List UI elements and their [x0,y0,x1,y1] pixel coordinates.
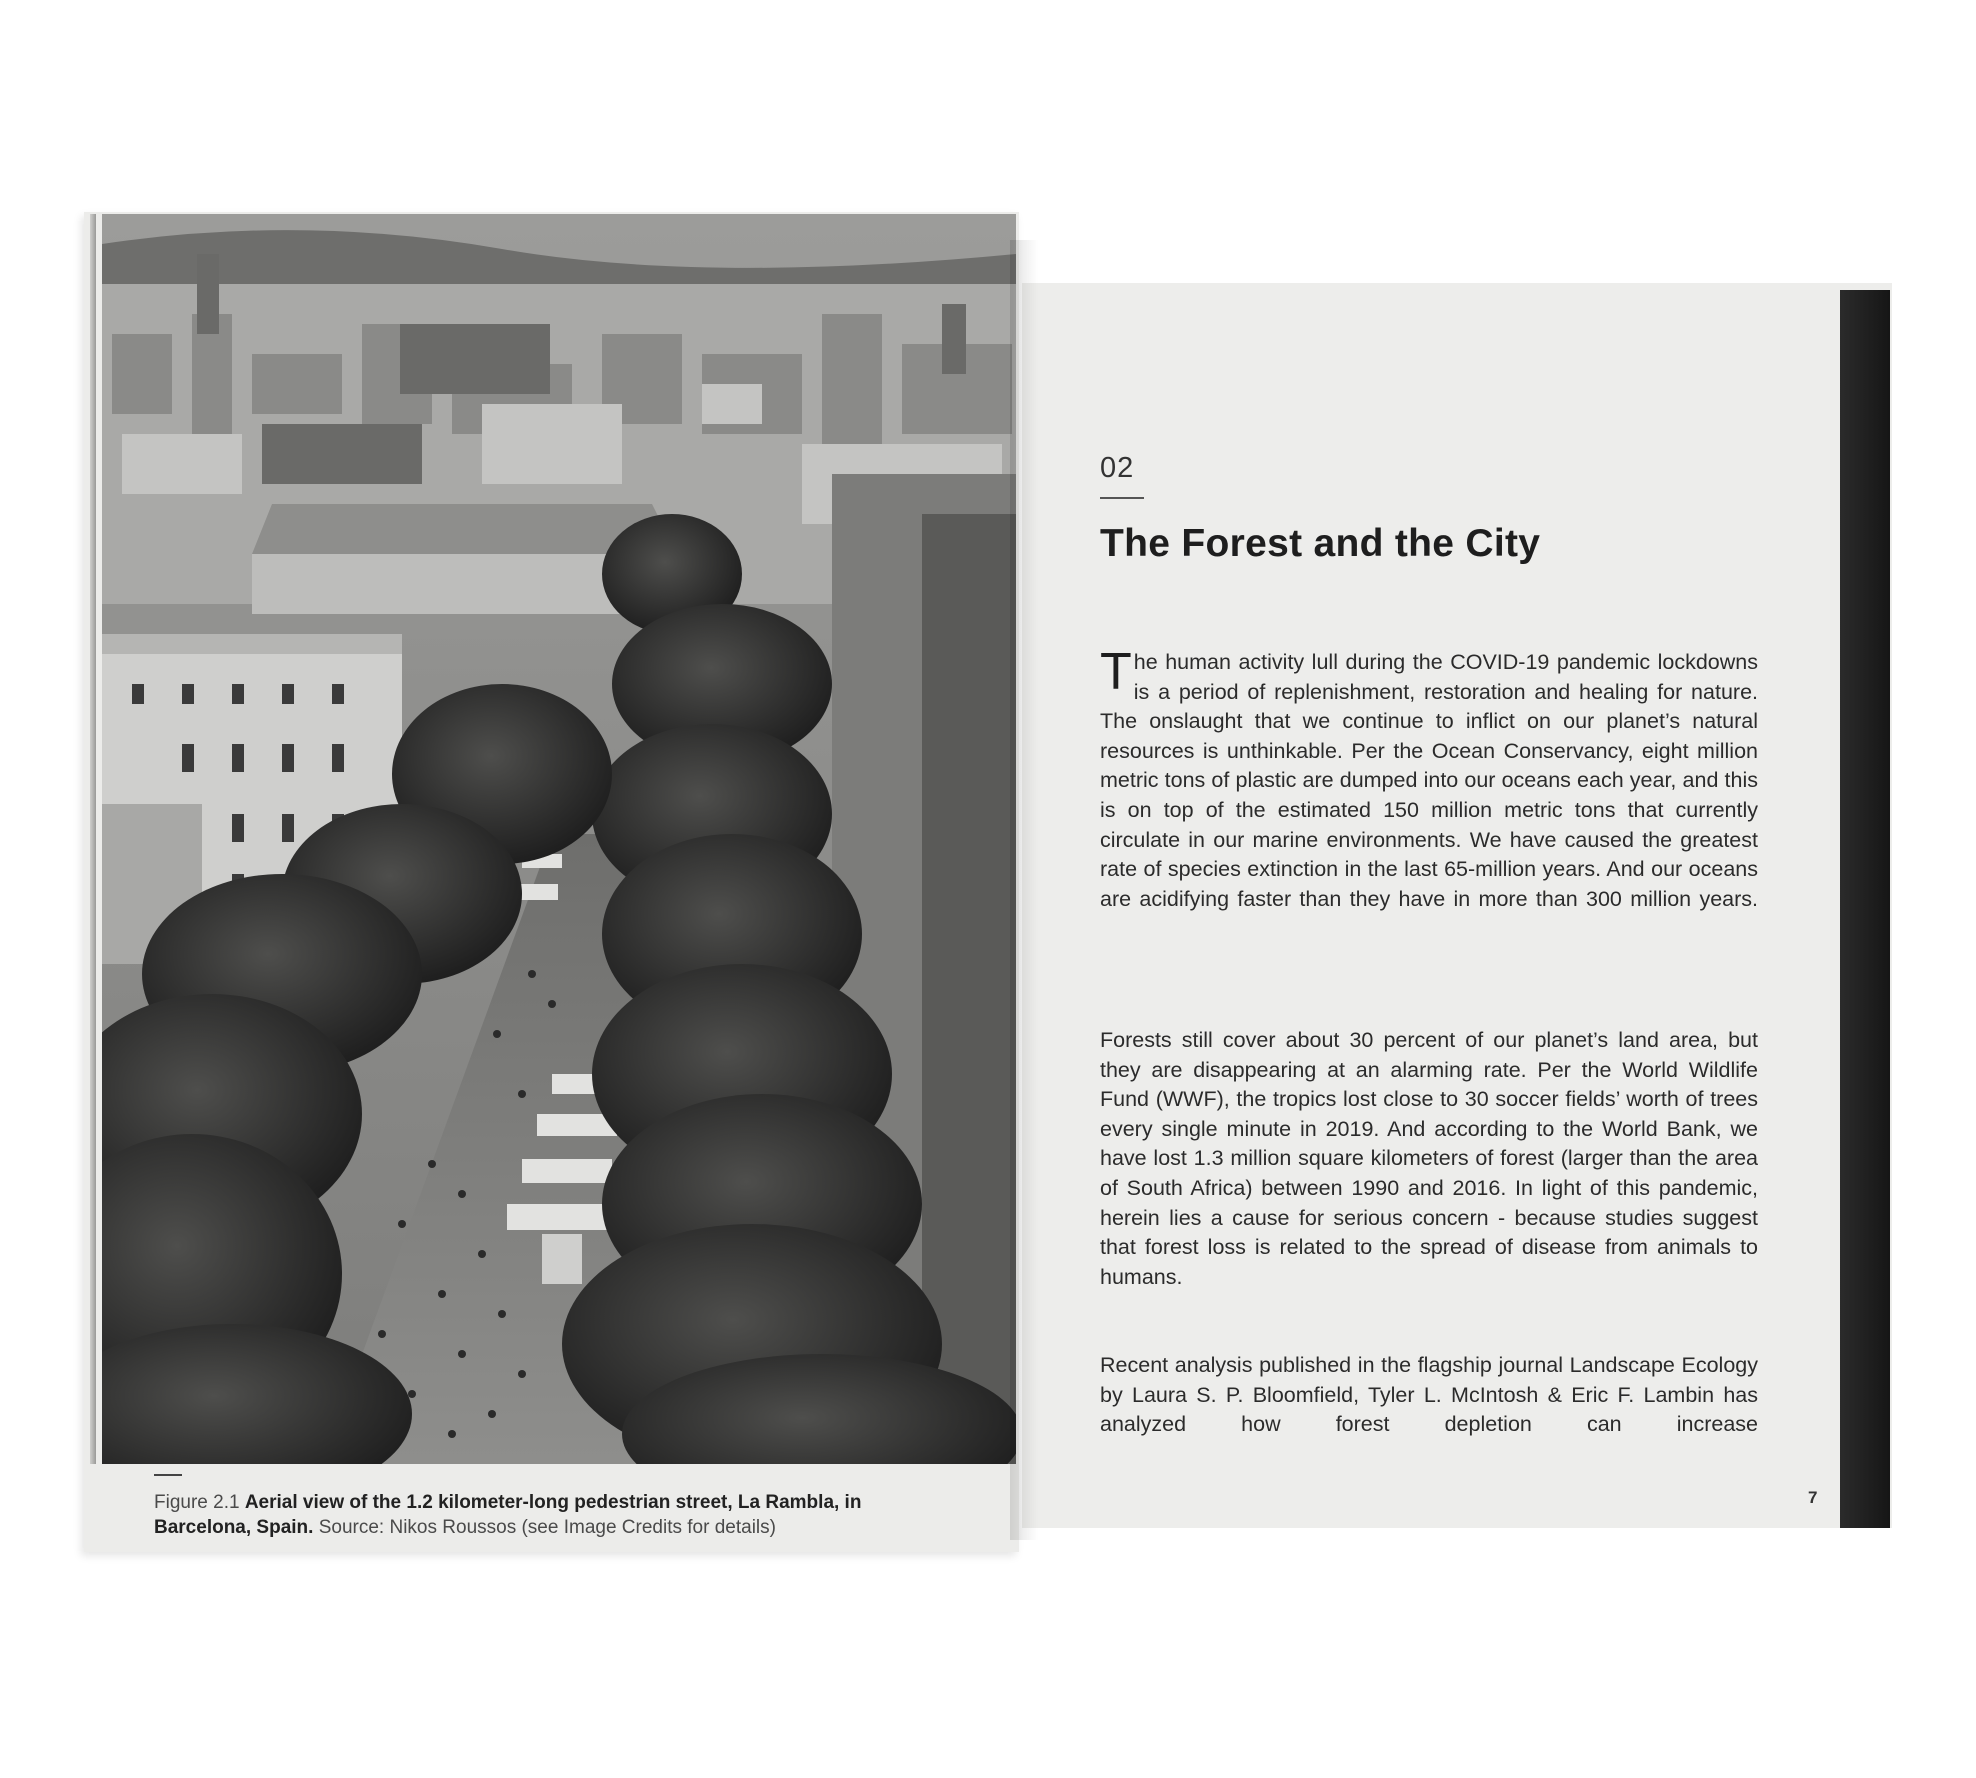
chapter-title: The Forest and the City [1100,522,1541,565]
figure-caption [154,1490,894,1540]
page-edge-black-band [1840,290,1890,1528]
caption-rule [154,1474,182,1476]
spine-shadow [1010,240,1038,1540]
chapter-rule [1100,497,1144,499]
page-stack-edge [90,214,96,1464]
chapter-number: 02 [1100,452,1135,484]
body-paragraph: Forests still cover about 30 percent of our planet’s land area, but they are disappearing at an alarming rate. Per the World Wildlife Fund (WWF), the tropics lost close to 30 soccer fields’ worth of trees every single minute in 2019. And according to the World Bank, we have lost 1.3 million square kilometers of forest (larger than the area of South Africa) between 1990 and 2016. In light of this pandemic, herein lies a cause for serious concern - because studies suggest that forest loss is related to the spread of disease from animals to humans. [1100,1028,1758,1289]
figure-label: Figure 2.1 [154,1492,240,1513]
figure-source: Source: Nikos Roussos (see Image Credits for details) [318,1517,776,1538]
body-paragraph: The human activity lull during the COVID-19 pandemic lockdowns is a period of replenishment, restoration and healing for nature. The onslaught that we continue to inflict on our planet’s natural resources is unthinkable. Per the Ocean Conservancy, eight million metric tons of plastic are dumped into our oceans each year, and this is on top of the estimated 150 million metric tons that currently circulate in our marine environments. We have caused the greatest rate of species extinction in the last 65-million years. And our oceans are acidifying faster than they have in more than 300 million years. [1100,643,1758,911]
figure-description: Aerial view of the 1.2 kilometer-long pedestrian street, La Rambla, in Barcelona, Spain. [154,1492,862,1538]
body-paragraph: Recent analysis published in the flagship journal Landscape Ecology by Laura S. P. Bloomfield, Tyler L. McIntosh & Eric F. Lambin has analyzed how forest depletion can increase [1100,1353,1758,1437]
aerial-photo-la-rambla [102,214,1016,1464]
page-number: 7 [1808,1488,1818,1507]
